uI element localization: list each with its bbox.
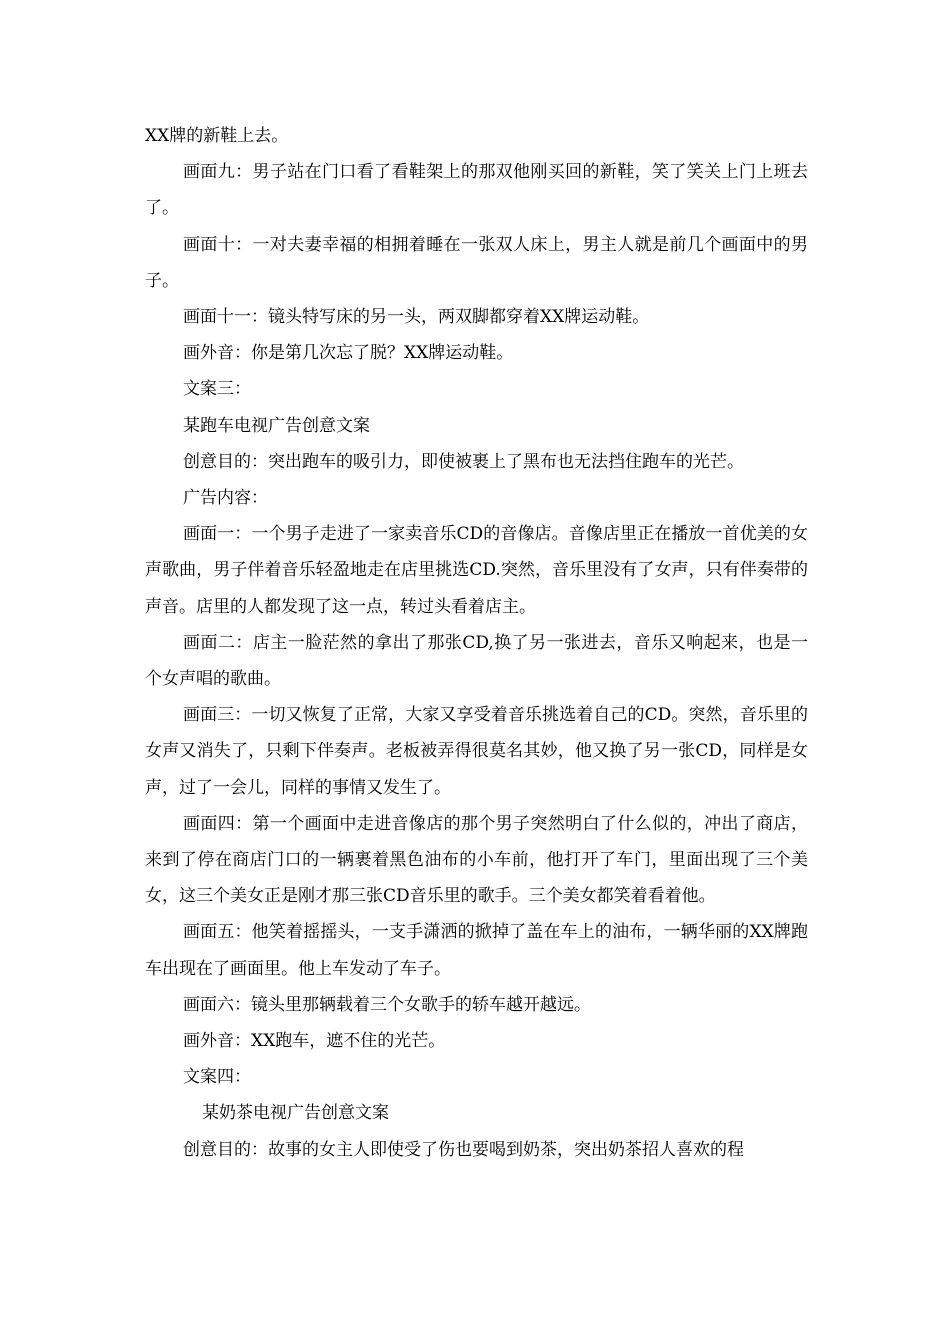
heading-copy-4: 文案四： <box>183 1067 251 1088</box>
title-sports-car-ad: 某跑车电视广告创意文案 <box>183 415 370 436</box>
paragraph-car-content-label: 广告内容： <box>183 488 268 509</box>
paragraph-car-purpose: 创意目的：突出跑车的吸引力，即使被裹上了黑布也无法挡住跑车的光芒。 <box>183 451 744 472</box>
paragraph-voiceover-car: 画外音：XX跑车，遮不住的光芒。 <box>183 1031 446 1052</box>
paragraph-scene-9: 画面九：男子站在门口看了看鞋架上的那双他刚买回的新鞋，笑了笑关上门上班去了。 <box>145 162 808 219</box>
paragraph-milk-tea-purpose: 创意目的：故事的女主人即使受了伤也要喝到奶茶，突出奶茶招人喜欢的程 <box>183 1139 744 1160</box>
paragraph-car-scene-5: 画面五：他笑着摇摇头，一支手潇洒的掀掉了盖在车上的油布，一辆华丽的XX牌跑车出现在了画面里。他上车发动了车子。 <box>145 922 808 979</box>
document-page <box>145 118 808 1168</box>
paragraph-car-scene-6: 画面六：镜头里那辆载着三个女歌手的轿车越开越远。 <box>183 994 591 1015</box>
paragraph-car-scene-2: 画面二：店主一脸茫然的拿出了那张CD,换了另一张进去，音乐又响起来，也是一个女声唱的歌曲。 <box>145 632 808 690</box>
paragraph-car-scene-4: 画面四：第一个画面中走进音像店的那个男子突然明白了什么似的，冲出了商店，来到了停在商店门口的一辆裹着黑色油布的小车前，他打开了车门，里面出现了三个美女，这三个美女正是刚才那三张CD音乐里的歌手。三个美女都笑着看着他。 <box>145 813 808 907</box>
paragraph-car-scene-3: 画面三：一切又恢复了正常，大家又享受着音乐挑选着自己的CD。突然，音乐里的女声又消失了，只剩下伴奏声。老板被弄得很莫名其妙，他又换了另一张CD，同样是女声，过了一会儿，同样的事情又发生了。 <box>145 705 808 798</box>
paragraph-scene-10: 画面十：一对夫妻幸福的相拥着睡在一张双人床上，男主人就是前几个画面中的男子。 <box>145 234 808 291</box>
heading-copy-3: 文案三： <box>183 379 251 400</box>
paragraph-voiceover-shoes: 画外音：你是第几次忘了脱？XX牌运动鞋。 <box>183 343 514 364</box>
paragraph-car-scene-1: 画面一：一个男子走进了一家卖音乐CD的音像店。音像店里正在播放一首优美的女声歌曲，男子伴着音乐轻盈地走在店里挑选CD.突然，音乐里没有了女声，只有伴奏带的声音。店里的人都发现了这一点，转过头看着店主。 <box>145 524 808 617</box>
paragraph-scene-11: 画面十一：镜头特写床的另一头，两双脚都穿着XX牌运动鞋。 <box>183 307 650 328</box>
title-milk-tea-ad: 某奶茶电视广告创意文案 <box>202 1103 389 1124</box>
paragraph-shoe-ending: XX牌的新鞋上去。 <box>145 126 289 146</box>
